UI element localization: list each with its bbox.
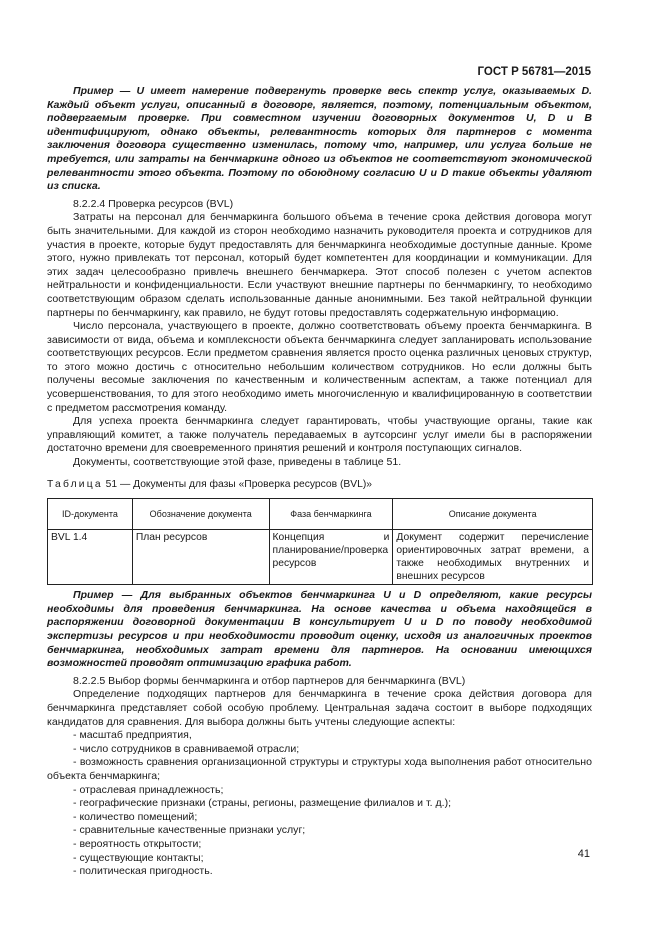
page-number: 41 [577, 848, 590, 860]
column-header: Обозначение документа [132, 499, 269, 530]
table-cell: Документ содержит перечисление ориентировочных затрат времени, а также необходимых внутренних и внешних ресурсов [393, 530, 593, 585]
standard-number: ГОСТ Р 56781—2015 [477, 66, 591, 78]
example-label: Пример — [73, 85, 131, 97]
example-label: Пример — [73, 589, 133, 602]
table-cell: План ресурсов [132, 530, 269, 585]
section-heading-8224: 8.2.2.4 Проверка ресурсов (BVL) [73, 197, 234, 210]
example-text: Для выбранных объектов бенчмаркинга U и D определяют, какие ресурсы необходимы для проведения бенчмаркинга. На основе качества и объема находящейся в распоряжении договорной документации В консультирует U и D по поводу необходимой экспертизы ресурсов и при необходимости проводит оценку, исходя из аналогичных проектов бенчмаркинга, необходимых затрат времени для партнеров. На основании имеющихся возможностей проводят оптимизацию графика работ. [47, 589, 592, 670]
column-header: Описание документа [393, 499, 593, 530]
list-item: - масштаб предприятия, [73, 729, 192, 742]
example-text: U имеет намерение подвергнуть проверке весь спектр услуг, оказываемых D. Каждый объект услуги, описанный в договоре, является, поэтому, потенциальным объектом, подвергаемым проверке. При совместном изучении договорных документов U, D и B идентифицируют, однако объекты, релевантность которых для партнеров с момента заключения договора существенно изменилась, потому что, например, или услуга больше не требуется, или затраты на бенчмаркинг одного из объектов не соответствуют экономической релевантности этого объекта. Поэтому по обоюдному согласию U и D такие объекты удаляют из списка. [47, 85, 592, 193]
paragraph: Для успеха проекта бенчмаркинга следует гарантировать, чтобы участвующие органы, такие как управляющий комитет, а также получатель передаваемых в аутсорсинг услуг имели бы в распоряжении достаточно времени для своевременного принятия решений и контроля поступающих сигналов. [47, 415, 592, 455]
list-item: - количество помещений; [73, 810, 198, 823]
list-item: - вероятность открытости; [73, 837, 202, 850]
aspects-list [47, 729, 592, 879]
list-item: - возможность сравнения организационной структуры и структуры хода выполнения работ относительно объекта бенчмаркинга; [47, 756, 592, 782]
table-caption: Таблица 51 — Документы для фазы «Проверка ресурсов (BVL)» [47, 478, 373, 490]
example-note-2 [47, 589, 592, 671]
page-content [47, 85, 592, 879]
column-header: ID-документа [48, 499, 133, 530]
documents-table [47, 498, 593, 585]
paragraph: Затраты на персонал для бенчмаркинга большого объема в течение срока действия договора могут быть значительными. Для каждой из сторон необходимо назначить руководителя проекта и сотрудников для участия в проекте, которые будут предоставлять для бенчмаркинга необходимые доступные данные. Кроме этого, нужно привлекать тот персонал, который будет компетентен для координации и коммуникации. Для этих задач целесообразно привлечь внешнего бенчмаркера. Этот способ полезен с учетом аспектов нейтральности и конфиденциальности. Если участвуют внешние партнеры по бенчмаркингу, то необходимо соответствующим образом сделать использованные данные анонимными. Без такой нейтральной функции партнеры по бенчмаркингу, как правило, не будут готовы предоставлять содержательную информацию. [47, 211, 592, 319]
list-item: - географические признаки (страны, регионы, размещение филиалов и т. д.); [73, 797, 452, 810]
section-heading-8225: 8.2.2.5 Выбор формы бенчмаркинга и отбор партнеров для бенчмаркинга (BVL) [73, 674, 466, 687]
table-header-row [48, 499, 593, 530]
table-cell: BVL 1.4 [48, 530, 133, 585]
paragraph: Число персонала, участвующего в проекте, должно соответствовать объему проекта бенчмаркинга. В зависимости от вида, объема и комплексности объекта бенчмаркинга следует запланировать использование соответствующих ресурсов. Если предметом сравнения является просто оценка различных ценовых структур, то этого можно достичь с относительно небольшим количеством сотрудников. Но если должны быть получены весомые заключения по качественным и количественным аспектам, а также потенциал для усовершенствования, то для этого необходимо иметь многочисленную и квалифицированную в соответствии с предметом рассмотрения команду. [47, 320, 592, 414]
list-item: - отраслевая принадлежность; [73, 783, 224, 796]
table-cell: Концепция и планирование/проверка ресурсов [269, 530, 393, 585]
list-item: - сравнительные качественные признаки услуг; [73, 824, 306, 837]
column-header: Фаза бенчмаркинга [269, 499, 393, 530]
example-note-1 [47, 85, 592, 194]
paragraph: Определение подходящих партнеров для бенчмаркинга в течение срока действия договора для бенчмаркинга представляет собой особую проблему. Центральная задача состоит в выборе подходящих кандидатов для сравнения. Для выбора должны быть учтены следующие аспекты: [47, 688, 592, 728]
list-item: - существующие контакты; [73, 851, 204, 864]
list-item: - число сотрудников в сравниваемой отрасли; [73, 742, 300, 755]
paragraph: Документы, соответствующие этой фазе, приведены в таблице 51. [73, 456, 402, 469]
list-item: - политическая пригодность. [73, 865, 213, 878]
table-row [48, 530, 593, 585]
